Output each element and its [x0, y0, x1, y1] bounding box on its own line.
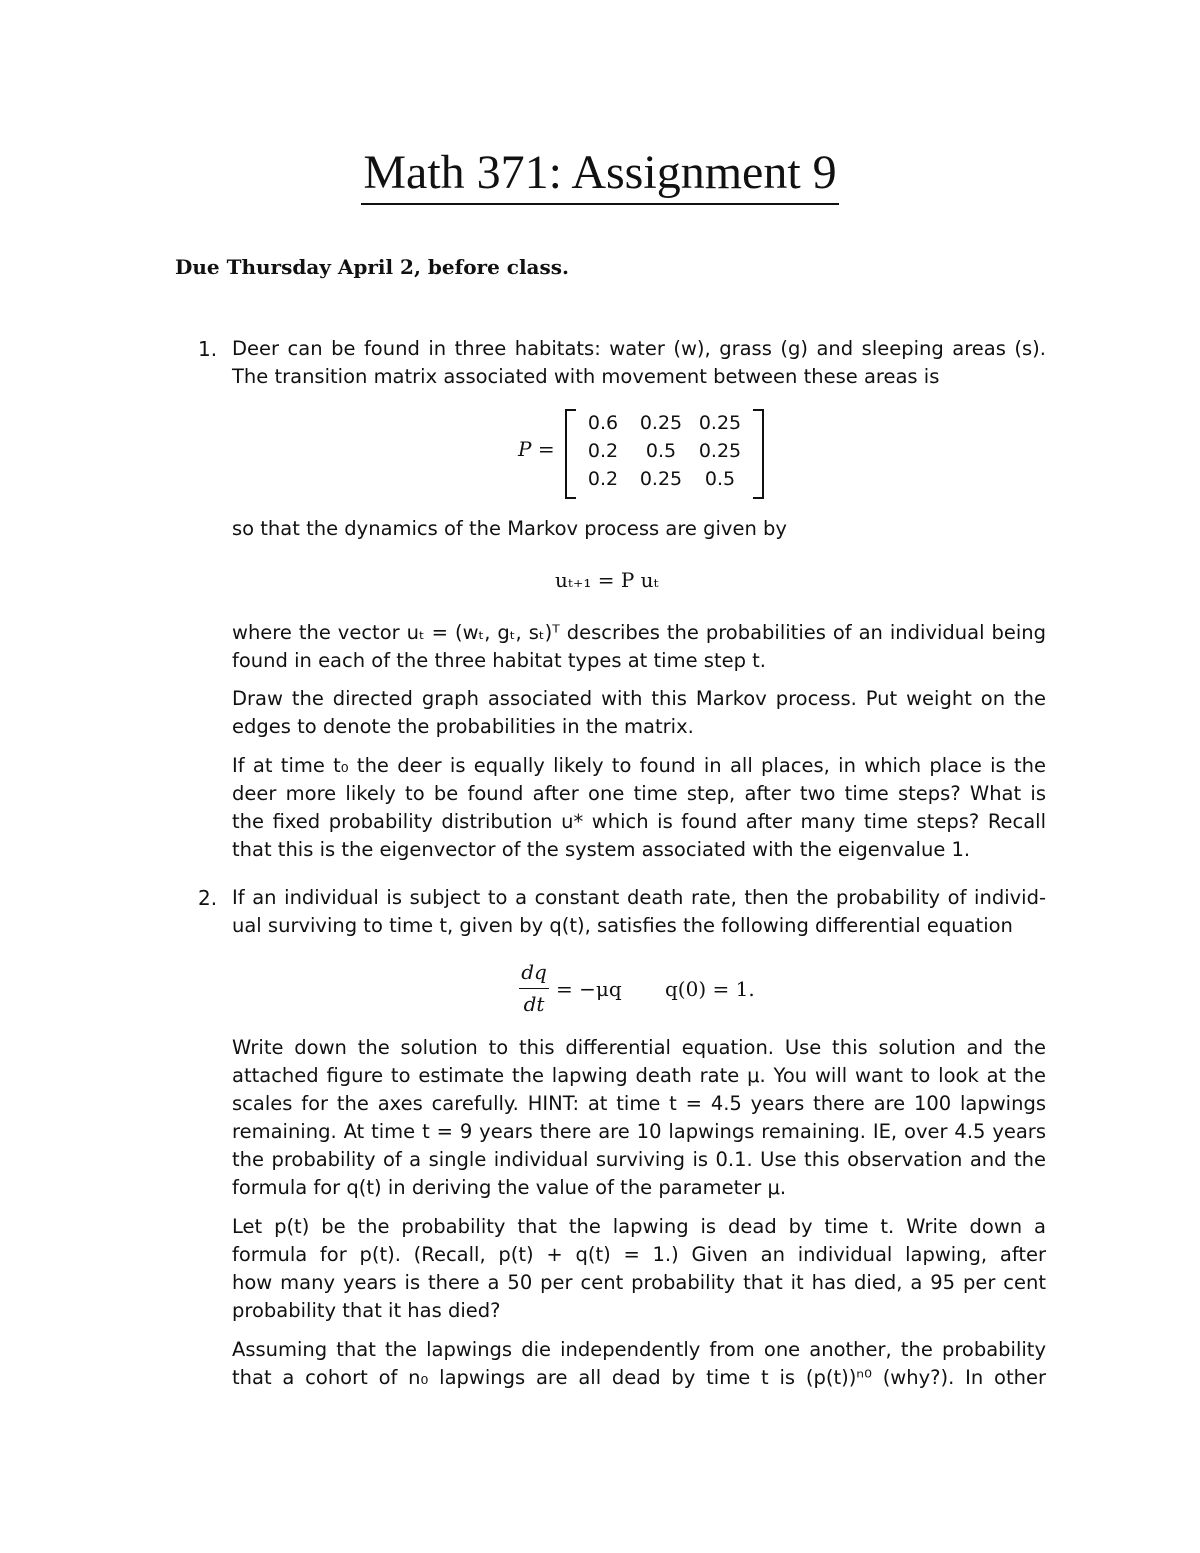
text-line: Write down the solution to this differential equation. Use this solution and the	[232, 1036, 1046, 1059]
matrix-cell: 0.25	[698, 440, 742, 462]
matrix-cell: 0.25	[639, 468, 683, 490]
text-line: the fixed probability distribution u* which is found after many time steps? Recall	[232, 810, 1046, 833]
text-line: scales for the axes carefully. HINT: at time t = 4.5 years there are 100 lapwings	[232, 1092, 1046, 1115]
text-line: Assuming that the lapwings die independently from one another, the probability	[232, 1338, 1046, 1361]
ode-numerator: dq	[521, 960, 547, 984]
text-line: where the vector uₜ = (wₜ, gₜ, sₜ)ᵀ describes the probabilities of an individual being	[232, 621, 1046, 644]
text-line: that a cohort of n₀ lapwings are all dead by time t is (p(t))ⁿ⁰ (why?). In other	[232, 1366, 1046, 1389]
text-line: Draw the directed graph associated with this Markov process. Put weight on the	[232, 687, 1046, 710]
text-line: remaining. At time t = 9 years there are 10 lapwings remaining. IE, over 4.5 years	[232, 1120, 1046, 1143]
text-line: ual surviving to time t, given by q(t), satisfies the following differential equation	[232, 914, 1013, 937]
problem-number: 2.	[198, 886, 218, 910]
ode-denominator: dt	[523, 992, 545, 1016]
text-line: attached figure to estimate the lapwing death rate μ. You will want to look at the	[232, 1064, 1046, 1087]
matrix-cell: 0.5	[704, 468, 736, 490]
matrix-cell: 0.25	[698, 412, 742, 434]
matrix-cell: 0.2	[587, 440, 619, 462]
text-line: how many years is there a 50 per cent probability that it has died, a 95 per cent	[232, 1271, 1046, 1294]
text-line: Deer can be found in three habitats: water (w), grass (g) and sleeping areas (s).	[232, 337, 1046, 360]
text-line: Let p(t) be the probability that the lapwing is dead by time t. Write down a	[232, 1215, 1046, 1238]
text-line: the probability of a single individual surviving is 0.1. Use this observation and the	[232, 1148, 1046, 1171]
matrix-cell: 0.5	[645, 440, 677, 462]
text-line: that this is the eigenvector of the system associated with the eigenvalue 1.	[232, 838, 971, 861]
page-title: Math 371: Assignment 9	[0, 143, 1200, 205]
text-line: edges to denote the probabilities in the matrix.	[232, 715, 694, 738]
right-bracket	[753, 409, 764, 499]
matrix-cell: 0.25	[639, 412, 683, 434]
text-line: If at time t₀ the deer is equally likely to found in all places, in which place is the	[232, 754, 1046, 777]
text-line: probability that it has died?	[232, 1299, 501, 1322]
ode-rhs: = −μq	[556, 977, 622, 1001]
fraction-bar	[519, 988, 549, 989]
text-line: If an individual is subject to a constant death rate, then the probability of individ-	[232, 886, 1046, 909]
problem-number: 1.	[198, 337, 218, 361]
text-line: formula for q(t) in deriving the value of the parameter μ.	[232, 1176, 787, 1199]
text-line: so that the dynamics of the Markov process are given by	[232, 517, 787, 540]
due-date: Due Thursday April 2, before class.	[175, 255, 569, 279]
text-line: found in each of the three habitat types at time step t.	[232, 649, 767, 672]
matrix-cell: 0.2	[587, 468, 619, 490]
text-line: The transition matrix associated with movement between these areas is	[232, 365, 940, 388]
matrix-cell: 0.6	[587, 412, 619, 434]
matrix-label: P =	[518, 437, 555, 461]
ode-initial-condition: q(0) = 1.	[665, 977, 755, 1001]
text-line: formula for p(t). (Recall, p(t) + q(t) = 1.) Given an individual lapwing, after	[232, 1243, 1046, 1266]
dynamics-equation: uₜ₊₁ = P uₜ	[555, 568, 659, 592]
text-line: deer more likely to be found after one time step, after two time steps? What is	[232, 782, 1046, 805]
